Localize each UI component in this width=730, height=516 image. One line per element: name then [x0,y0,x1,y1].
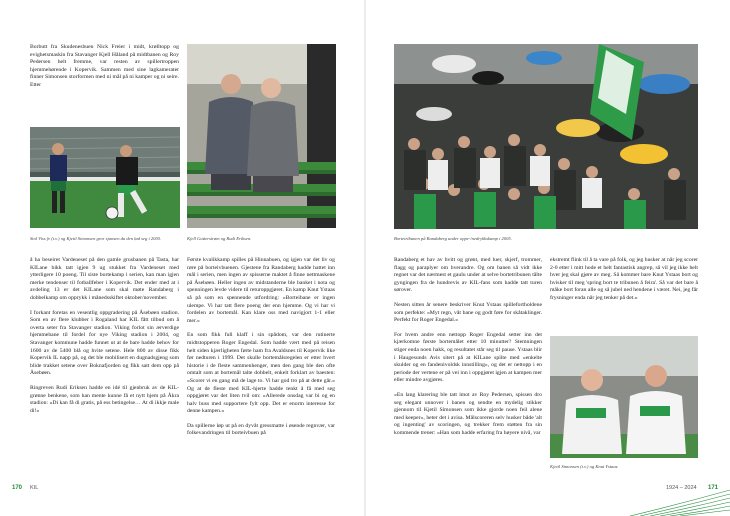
photo-away-crowd [394,44,698,229]
photo-two-players [550,336,698,458]
left-column-1 [30,257,179,422]
paragraph: For hvem andre enn nettopp Roger Engedal setter inn det kjærkomne første bortemålet etter 10 minutter? Stemningen stiger enda noen hakk, og resultatet står seg til pause. Ystaas blir i Haugesunds Avis sitert på at KILane spilte med «enkelte skulder og en fandenivoldsk innstilling», og det er nettopp i en periode der vertene er på vei inn i oppgjøret igjen at kampen mer eller mindre avgjøres. [394,331,542,384]
paragraph: Nesten sitten år senere beskriver Knut Ystaas spillefortholdene som perfekte: «Myt regn, våt bane og godt føre for skåtaklinger. Perfekt for Roger Engedal.» [394,301,542,324]
photo-caption: Bortetribunen på Randaberg under oppe-/nedrykkskamp i 2005. [394,236,512,241]
paragraph: En som fikk full klaff i sin spådom, var den rutinerte midtstopperen Roger Engedal. Som hadde vært med på reisen helt siden kjærligheten førte ham fra Avaldsnes til Kopervik like før nedturen i 1999. Det skulle bortemålsregelen er etter hvert historie i de fleste sammenhenger, men den gang ble den ofte omtalt som at bortemål talte dobbelt, enkelt forklart av baesten: «Scorer vi en gang må de lage to. Vi har god tro på at dette går.» Og at de fleste med KIL-hjerte hadde tenkt å få med seg oppgjøret var det liten tvil om: «Allerede onsdag var bi og en halv buss med supportere fylt opp. Det er enorm interesse for denne kampen.» [187,332,335,415]
paragraph: å ha beseiret Vardeneset på den gamle grusbanen på Tasta, har KILane bikk tatt igjen 9 ug stukket fra Vardeneset med ytterligere 10 poeng. Til siste bortekamp i serien, kan man igjen merke tendenser til fotballfeber i Kopervik. Det ender med at i avdeling 13 er det KILane som skal møte Randaberg i dobbelkamp om opprykk i månedsskiftet oktober/november. [30,257,179,301]
paragraph: Første kvalikkamp spilles på Hinnabuen, og igjen var det liv og røre på borteivbuenen. Gjestene fra Randaberg hadde hattet inn mål i serien, men ingen av spisserne maktet å finne nettmaskene på Åsebøen. Heller ingen av midstanderne ble banket i nota og spenningen levde videre til returoppgjøret. En kamp Knut Ystaas så på som en spennende utfordring: «Borteibane er ingen ulempe. Vi har tatt flere poeng der enn hjemme. Og vi har vi fordelen av bortemål. Kan klare oss med navigjort 1-1 eller mer.» [187,257,335,324]
page-number-right: 171 [708,485,719,491]
paragraph: «En lang klarering ble tatt imot av Roy Pedersen, spissen dro seg elegant unnover i banen og sendte en mydelig stikker gjennom til Kjetil Simonsen som ikke gjorde noen feil alene med keeper», heter det i avisa. Målscoreren selv husker både 'alt og ingenting' av scoringen, og trekker frem støtten fra sin kommende trener: «Han som hadde erfaring fra høyere nivå, var [394,391,542,436]
paragraph: Da spillerne løp ut på en dyvåt gressmatte i øsende regnvær, var folkevandringen til borteivbuen på [187,422,335,437]
right-column-2 [550,257,698,310]
section-label: KIL [30,485,39,491]
page-number-left: 170 [12,485,23,491]
photo-two-men-stands [187,44,336,228]
left-column-2 [187,257,335,445]
photo-caption: Kjell Gutterstrøm og Rudi Eriksen. [187,236,252,241]
paragraph: ekstremt flink til å ta vare på folk, og jeg husker at når jeg scorer 2-0 etter i mitt hode et helt fantastisk angrep, så vil jeg ikke helt hver jeg skal gjøre av meg. Så kommer bare Knut Ystaas bort og hvisker til meg 'spring bort te tribunen å feira'. Så var det bare å måke bort foran alle og så jubel ned hendene i været. Nei, jeg får frysninger enda når jeg tenker på det.» [550,257,698,301]
paragraph: I forkant foretas en vesentlig oppgradering på Åsebøen stadion. Som en av flere klubber i Rogaland har KIL fått tilbud om å overta seter fra Stavanger stadion. Viking forlot sin ærverdige hjemmebane til fordel for nye Viking stadion i 2004, og Stavanger kommune hadde funnet ut at de bare hadde behov for 1600 av de 5400 blå og hvite setene. Hele 800 av disse fikk Kopervik IL napp på, og det ble mobilisert en dugnadsgjeng som blide trakket setene over Boknafjorden og fikk satt dem opp på Åsebøen. [30,309,179,377]
right-column-1 [394,257,542,444]
photo-caption: Stol Viss fv (t.v.) og Kjetil Simonsen gror sjansen da den lød seg i 2005. [30,236,162,241]
anniversary-years: 1924 – 2024 [666,485,697,491]
paragraph: Randaberg et hav av hvitt og grønt, med luer, skjerf, trommer, flagg og paraplyer om hverandre. Og om banen så vidt ikke regnet var det nærmest et gaulu under at selve bortetribunen tålte gyngingen fra de hundrevis av KIL-fans som hadde tatt turen sørover. [394,257,542,294]
decorative-wave-icon [630,486,730,516]
photo-player-kicking [30,127,180,228]
paragraph: Ringreven Rudi Eriksen hadde en idé til gjenbruk av de KIL-grønne benkene, som han mente kunne få et nytt hjem på Åkra stadion: «Di kan få di gratis, på ess betingelse… At di ikkje male di!» [30,384,179,414]
intro-paragraph: Borbutt fra Skudenesbuen Nick Freier i midt, krølltopp og evighetsmaskin fra Stavanger Kjell Håland på midtbanen og Roy Pedersen helt fremme, var resten av spillertroppen hjemmehørende i Kopervik. Sammen med sine lagkamerater finner Simonsen storformen med ni mål på ni kamper og ni seire. Etter [30,44,179,88]
spread-gutter [364,0,366,516]
photo-caption: Kjetil Simonsen (t.v.) og Knut Ystaas. [550,464,619,469]
